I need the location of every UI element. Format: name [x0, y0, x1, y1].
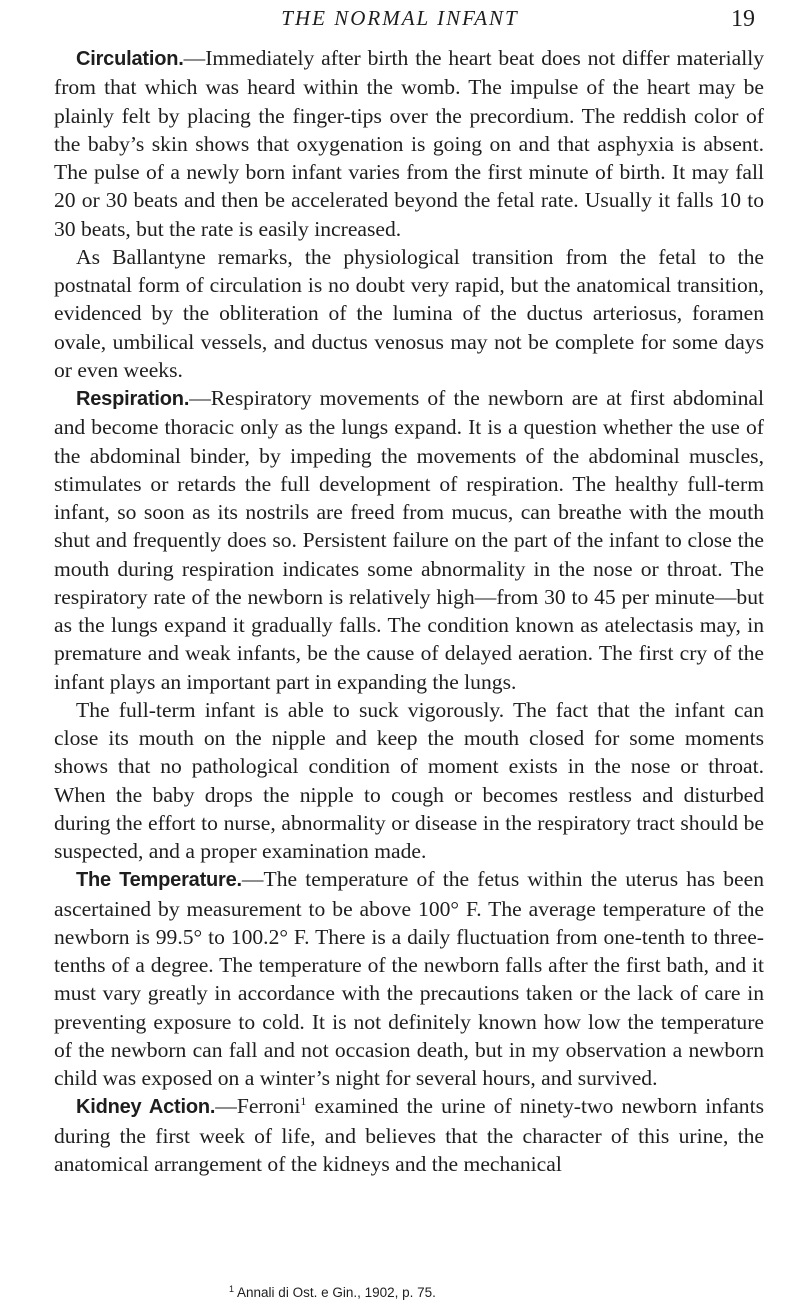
footnote-text: Annali di Ost. e Gin., 1902, p. 75.: [237, 1285, 436, 1300]
running-head: THE NORMAL INFANT: [281, 6, 519, 30]
page-number: 19: [731, 6, 755, 32]
paragraph-text: examined the urine of ninety-two newborn infants during the first week of life, and believes that the character of this urine, the anatomical arrangement of the kidneys and the mechanical: [54, 1094, 764, 1176]
section-heading-circulation: Circulation.: [76, 48, 184, 70]
section-heading-respiration: Respiration.: [76, 388, 190, 410]
paragraph-text: —Ferroni: [215, 1094, 301, 1119]
paragraph-respiration: [54, 384, 764, 696]
paragraph-respiration-2: The full-term infant is able to suck vigorously. The fact that the infant can close its mouth on the nipple and keep the mouth closed for some moments shows that no pathological condition of moment exists in the nose or throat. When the baby drops the nipple to cough or becomes restless and disturbed during the effort to nurse, abnormality or disease in the respiratory tract should be suspected, and a proper examination made.: [54, 697, 764, 863]
paragraph-circulation-2: As Ballantyne remarks, the physiological transition from the fetal to the postnatal form of circulation is no doubt very rapid, but the anatomical transition, evidenced by the obliteration of the lumina of the ductus arteriosus, foramen ovale, umbilical vessels, and ductus venosus may not be complete for some days or even weeks.: [54, 244, 764, 382]
page-body: [54, 44, 764, 1178]
page-header: [0, 6, 800, 34]
paragraph-text: —Immediately after birth the heart beat does not differ materially from that which was heard within the womb. The impulse of the heart may be plainly felt by placing the finger-tips over the precordium. The reddish color of the baby’s skin shows that oxygenation is going on and that asphyxia is absent. The pulse of a newly born infant varies from the first minute of birth. It may fall 20 or 30 beats and then be accelerated beyond the fetal rate. Usually it falls 10 to 30 beats, but the rate is easily increased.: [54, 46, 764, 241]
footnote-marker: 1: [229, 1284, 235, 1294]
section-heading-temperature: The Temperature.: [76, 869, 242, 892]
footnote: [229, 1285, 749, 1301]
paragraph-temperature: [54, 865, 764, 1092]
footnote-reference: 1: [300, 1094, 307, 1109]
section-heading-kidney: Kidney Action.: [76, 1096, 216, 1119]
paragraph-text: —The temperature of the fetus within the uterus has been ascertained by measurement to be above 100° F. The average temperature of the newborn is 99.5° to 100.2° F. There is a daily fluctuation from one-tenth to three-tenths of a degree. The temperature of the newborn falls after the first bath, and it must vary greatly in accordance with the precautions taken or the lack of care in preventing exposure to cold. It is not definitely known how low the temperature of the newborn can fall and not occasion death, but in my observation a newborn child was exposed on a winter’s night for several hours, and survived.: [54, 867, 764, 1090]
paragraph-kidney: [54, 1092, 764, 1178]
paragraph-text: —Respiratory movements of the newborn are at first abdominal and become thoracic only as the lungs expand. It is a question whether the use of the abdominal binder, by impeding the movements of the abdominal muscles, stimulates or retards the full development of respiration. The healthy full-term infant, so soon as its nostrils are freed from mucus, can breathe with the mouth shut and frequently does so. Persistent failure on the part of the infant to close the mouth during respiration indicates some abnormality in the nose or throat. The respiratory rate of the newborn is relatively high—from 30 to 45 per minute—but as the lungs expand it gradually falls. The condition known as atelectasis may, in premature and weak infants, be the cause of delayed aeration. The first cry of the infant plays an important part in expanding the lungs.: [54, 386, 764, 694]
paragraph-circulation: [54, 44, 764, 243]
